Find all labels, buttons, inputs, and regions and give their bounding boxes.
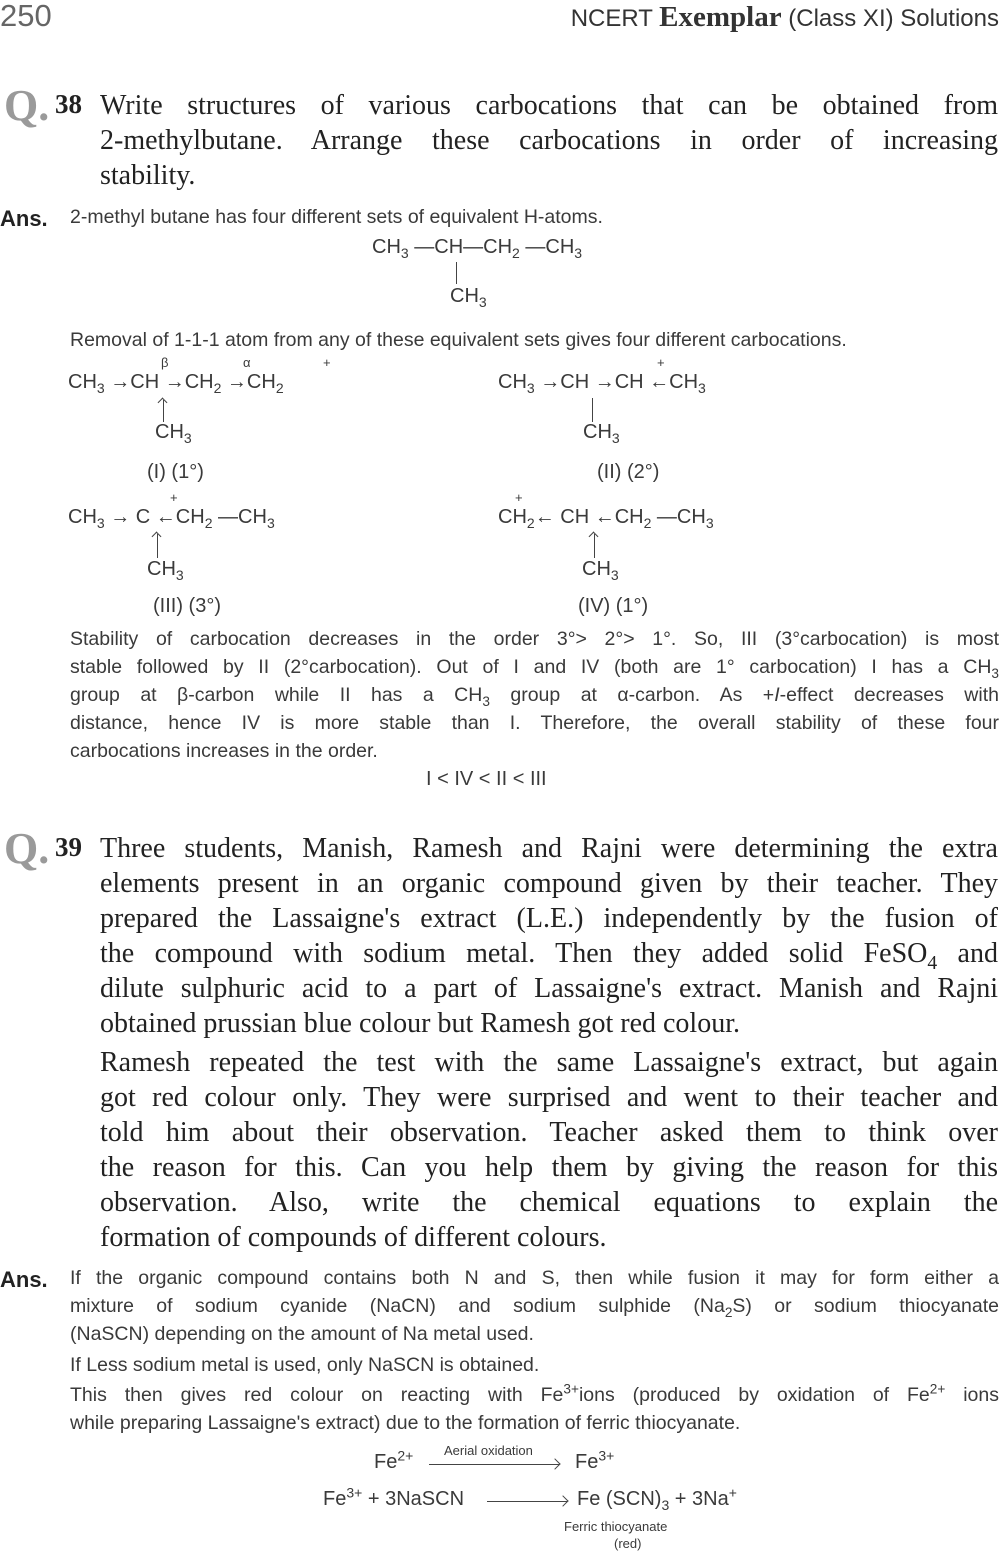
subscript: 2	[204, 514, 213, 531]
carbocation-i-label: (I) (1°)	[147, 461, 204, 483]
text-run: Three students, Manish, Ramesh and Rajni were determining the extra	[100, 833, 998, 864]
text-line	[100, 831, 998, 866]
text-run: mixture of sodium cyanide (NaCN) and sodium sulphide (Na	[70, 1295, 725, 1317]
charge-mark: +	[170, 490, 178, 505]
subscript: 3	[610, 566, 619, 583]
subscript: 3	[611, 429, 620, 446]
text-line	[70, 1264, 999, 1292]
text-line	[70, 653, 999, 681]
reaction-arrow-icon	[487, 1501, 567, 1502]
carbocation-iii-label: (III) (3°)	[153, 595, 221, 617]
text-run: CH	[155, 421, 184, 443]
subscript: 3	[266, 514, 275, 531]
question-38-text	[100, 88, 998, 193]
subscript: 3	[183, 429, 192, 446]
text-run: -effect decreases with	[779, 684, 999, 706]
carbocation-i-branch	[155, 421, 192, 444]
bond-line	[592, 398, 593, 422]
text-line	[100, 866, 998, 901]
subscript: 3	[482, 693, 490, 709]
text-line: Ramesh repeated the test with the same Lassaigne's extract, but again	[100, 1047, 998, 1078]
text-run: ions	[945, 1384, 999, 1406]
text-run: CH	[582, 558, 611, 580]
running-title	[571, 1, 999, 34]
subscript: 3	[698, 379, 706, 396]
text-run: Fe	[323, 1488, 347, 1510]
stability-order: I < IV < II < III	[426, 768, 547, 790]
text-run: elements present in an organic compound given by their teacher. They	[100, 868, 998, 899]
text-line	[70, 709, 999, 737]
charge-mark: +	[657, 355, 665, 370]
subscript: 2	[724, 1304, 733, 1320]
text-run: (NaSCN) depending on the amount of Na metal used.	[70, 1323, 534, 1345]
question-number: 38	[55, 89, 82, 119]
text-run: CH	[68, 506, 97, 528]
superscript: 2+	[397, 1447, 414, 1464]
up-arrow-icon	[163, 400, 164, 422]
text-run: Fe (SCN)	[577, 1488, 662, 1510]
bond-line	[456, 262, 457, 284]
text-line	[100, 901, 998, 936]
text-run: the compound with sodium metal. Then they added solid FeSO	[100, 938, 928, 969]
subscript: 3	[96, 514, 105, 531]
question-marker: Q.	[4, 81, 50, 130]
carbocation-iv-label: (IV) (1°)	[578, 595, 649, 617]
stability-explanation	[70, 625, 999, 765]
subscript: 3	[400, 244, 409, 261]
product-colour: (red)	[614, 1536, 642, 1551]
text-run: CH	[498, 371, 527, 393]
eq1-reactant	[374, 1447, 414, 1474]
text-run: →CH →CH	[104, 371, 214, 393]
methylbutane-formula	[372, 236, 582, 259]
text-run: CH	[372, 236, 401, 258]
text-run: Fe	[374, 1451, 398, 1473]
text-line: told him about their observation. Teacher asked them to think over	[100, 1117, 998, 1148]
text-run: + 3Na	[669, 1488, 729, 1510]
text-run: stable followed by II (2°carbocation). Out of I and IV (both are 1° carbocation) I has a CH	[70, 656, 992, 678]
subscript: 3	[661, 1496, 670, 1513]
subscript: 2	[213, 379, 222, 396]
superscript: +	[728, 1484, 737, 1501]
removal-text	[70, 326, 999, 354]
text-line: observation. Also, write the chemical equations to explain the	[100, 1187, 998, 1218]
carbocation-ii-formula	[498, 371, 706, 394]
text-run: —CH	[519, 236, 575, 258]
text-run: This then gives red colour on reacting with Fe	[70, 1384, 564, 1406]
subscript: 3	[96, 379, 105, 396]
text-run: carbocations increases in the order.	[70, 740, 378, 762]
title-suffix: (Class XI) Solutions	[781, 5, 999, 32]
page-number: 250	[0, 0, 52, 33]
text-line	[70, 681, 999, 709]
alpha-mark: α	[243, 355, 251, 370]
text-line: If Less sodium metal is used, only NaSCN is obtained.	[70, 1354, 540, 1376]
text-run: distance, hence IV is more stable than I. Therefore, the overall stability of these four	[70, 712, 999, 734]
answer-intro	[70, 203, 999, 231]
subscript: 2	[275, 379, 284, 396]
up-arrow-icon	[594, 534, 595, 558]
text-run: Stability of carbocation decreases in the order 3°> 2°> 1°. So, III (3°carbocation) is most	[70, 628, 999, 650]
question-39-para2	[100, 1045, 998, 1255]
text-line	[70, 1292, 999, 1320]
product-name: Ferric thiocyanate	[564, 1519, 668, 1534]
text-run: CH	[68, 371, 97, 393]
methylbutane-branch	[450, 285, 487, 308]
text-run: →CH →CH ←CH	[534, 371, 699, 393]
title-bold: Exemplar	[659, 1, 782, 33]
eq1-arrow-label: Aerial oxidation	[444, 1443, 533, 1458]
charge-mark: +	[515, 490, 523, 505]
text-line: got red colour only. They were surprised and went to their teacher and	[100, 1082, 998, 1113]
charge-mark: +	[323, 355, 331, 370]
text-run: ions (produced by oxidation of Fe	[578, 1384, 930, 1406]
subscript: 2	[526, 514, 535, 531]
question-marker: Q.	[4, 824, 50, 873]
text-run: CH	[583, 421, 612, 443]
answer-39-para3	[70, 1381, 999, 1437]
answer-39-para2	[70, 1351, 999, 1379]
text-line	[70, 1409, 999, 1437]
subscript: 3	[991, 665, 999, 681]
text-run: Fe	[575, 1451, 599, 1473]
eq1-product	[575, 1447, 615, 1474]
text-run: obtained prussian blue colour but Ramesh got red colour.	[100, 1008, 740, 1039]
question-number: 39	[55, 832, 82, 862]
carbocation-ii-label: (II) (2°)	[597, 461, 660, 483]
text-run: S) or sodium thiocyanate	[732, 1295, 999, 1317]
subscript: 3	[478, 293, 487, 310]
answer-label: Ans.	[0, 206, 48, 231]
text-run: ← CH ←CH	[534, 506, 644, 528]
subscript: 2	[643, 514, 652, 531]
text-line	[100, 936, 998, 974]
beta-mark: β	[161, 355, 169, 370]
eq2-reactants	[323, 1484, 465, 1511]
text-run: If the organic compound contains both N and S, then while fusion it may for form either a	[70, 1267, 999, 1289]
text-line: Removal of 1-1-1 atom from any of these equivalent sets gives four different carbocations.	[70, 329, 847, 351]
text-line: 2-methylbutane. Arrange these carbocations in order of increasing	[100, 125, 998, 156]
question-39-para1	[100, 831, 998, 1041]
superscript: 3+	[563, 1381, 579, 1397]
text-run: prepared the Lassaigne's extract (L.E.) independently by the fusion of	[100, 903, 998, 934]
carbocation-iii-branch	[147, 558, 184, 581]
text-line	[100, 1006, 998, 1041]
text-run: + 3NaSCN	[362, 1488, 465, 1510]
text-run: → C ←CH	[104, 506, 205, 528]
carbocation-iv-branch	[582, 558, 619, 581]
text-line: stability.	[100, 160, 196, 191]
text-line	[70, 625, 999, 653]
subscript: 3	[574, 244, 583, 261]
text-line	[70, 737, 999, 765]
text-run: CH	[147, 558, 176, 580]
superscript: 2+	[929, 1381, 946, 1397]
carbocation-iii-formula	[68, 506, 275, 529]
text-run: —CH—CH	[408, 236, 513, 258]
carbocation-ii-branch	[583, 421, 620, 444]
subscript: 4	[927, 952, 938, 974]
text-run: group at β-carbon while II has a CH	[70, 684, 483, 706]
carbocation-iv-formula	[498, 506, 714, 529]
text-run: →CH	[221, 371, 276, 393]
title-prefix: NCERT	[570, 5, 660, 32]
answer-39-para1	[70, 1264, 999, 1348]
superscript: 3+	[598, 1447, 615, 1464]
text-run: CH	[498, 506, 527, 528]
text-run: CH	[450, 285, 479, 307]
text-run: I	[774, 684, 780, 706]
subscript: 3	[526, 379, 535, 396]
text-line	[70, 1320, 999, 1348]
subscript: 2	[512, 244, 520, 261]
superscript: 3+	[346, 1484, 363, 1501]
text-run: dilute sulphuric acid to a part of Lassaigne's extract. Manish and Rajni	[100, 973, 998, 1004]
up-arrow-icon	[157, 534, 158, 558]
text-run: and	[937, 938, 998, 969]
text-run: while preparing Lassaigne's extract) due to the formation of ferric thiocyanate.	[70, 1412, 741, 1434]
text-line	[70, 1381, 999, 1409]
text-run: —CH	[212, 506, 267, 528]
text-line	[100, 971, 998, 1006]
text-line: Write structures of various carbocations that can be obtained from	[100, 90, 998, 121]
carbocation-i-formula	[68, 371, 284, 394]
reaction-arrow-icon	[429, 1464, 559, 1465]
text-line: formation of compounds of different colours.	[100, 1222, 607, 1253]
answer-label: Ans.	[0, 1267, 48, 1292]
eq2-products	[577, 1484, 737, 1513]
text-run: group at α-carbon. As +	[489, 684, 775, 706]
text-line: 2-methyl butane has four different sets of equivalent H-atoms.	[70, 206, 603, 228]
text-line: the reason for this. Can you help them by giving the reason for this	[100, 1152, 998, 1183]
subscript: 3	[175, 566, 184, 583]
text-run: —CH	[651, 506, 706, 528]
subscript: 3	[705, 514, 714, 531]
